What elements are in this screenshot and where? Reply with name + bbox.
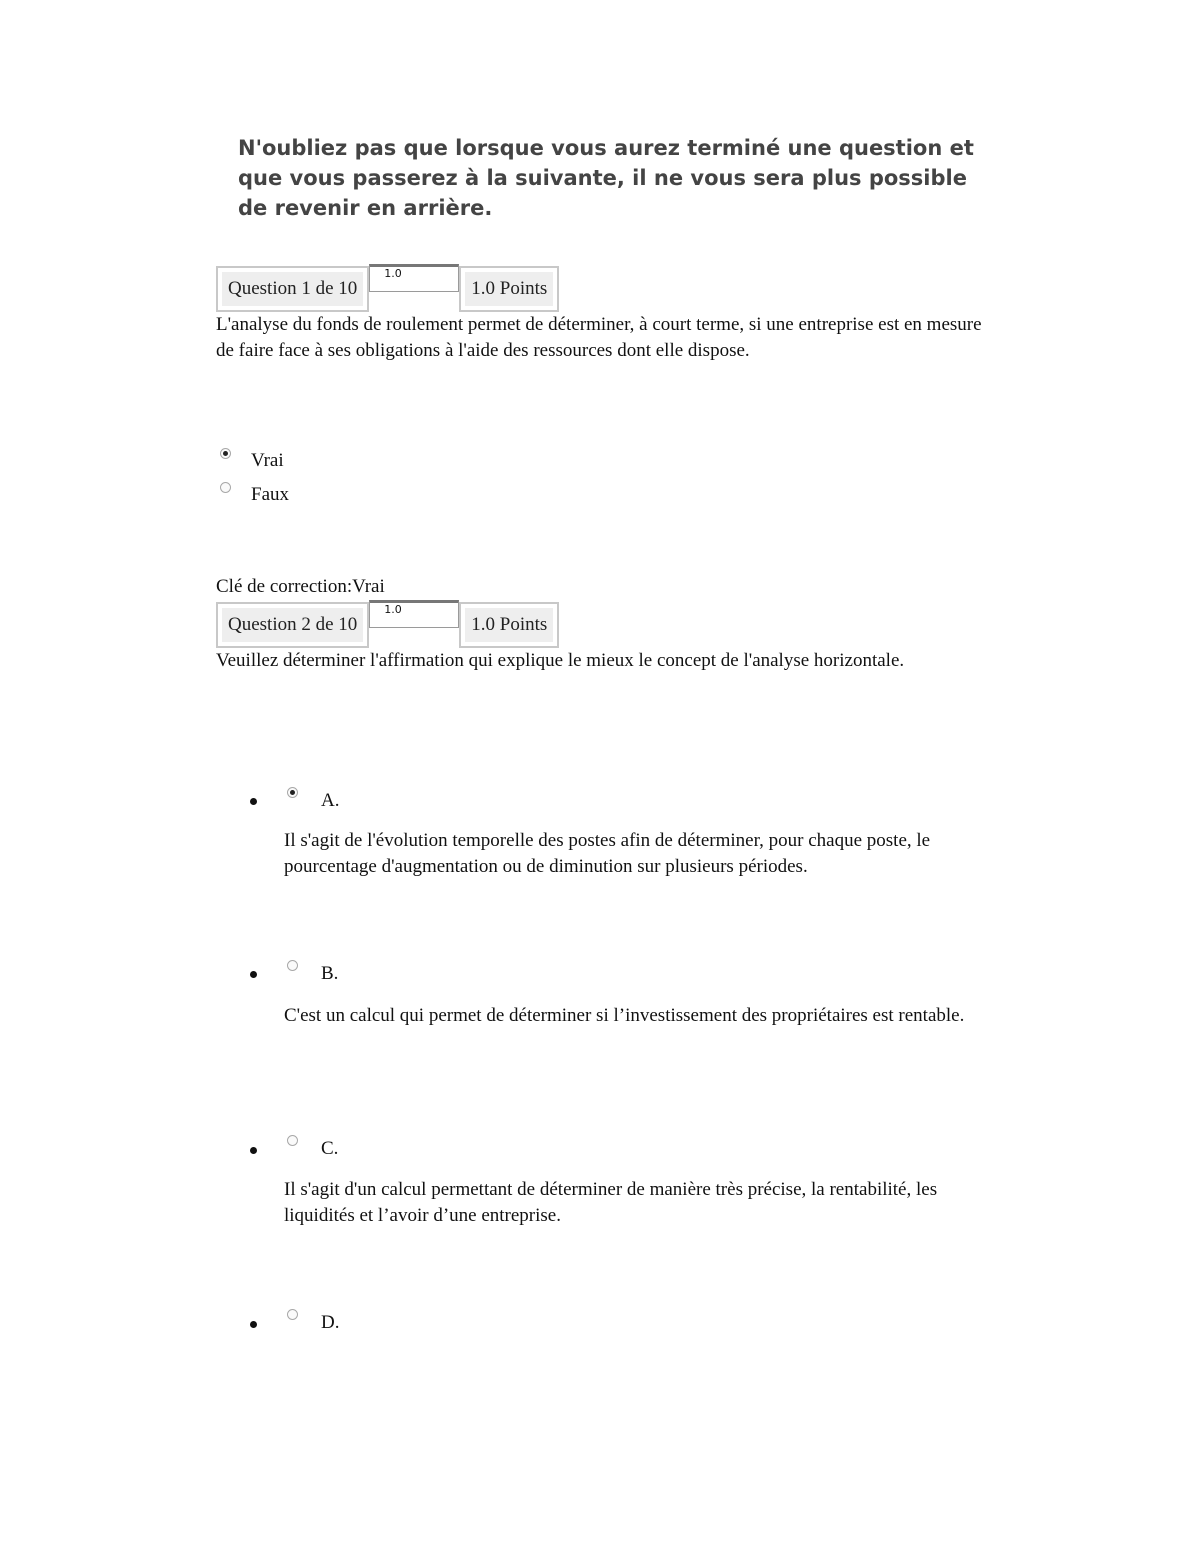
option-vrai[interactable] bbox=[220, 448, 284, 472]
question-1-text: L'analyse du fonds de roulement permet de déterminer, à court terme, si une entreprise est en mesure de faire face à ses obligations à l'aide des ressources dont elle dispose. bbox=[216, 314, 982, 361]
notice-text: N'oubliez pas que lorsque vous aurez terminé une question et que vous passerez à la suivante, il ne vous sera plus possible de revenir en arrière. bbox=[238, 136, 974, 220]
radio-icon[interactable] bbox=[287, 1309, 298, 1320]
option-label: Vrai bbox=[251, 450, 284, 471]
question-2-text: Veuillez déterminer l'affirmation qui explique le mieux le concept de l'analyse horizontale. bbox=[216, 650, 905, 671]
question-number-box bbox=[216, 266, 369, 312]
option-text: Il s'agit d'un calcul permettant de déterminer de manière très précise, la rentabilité, les liquidités et l’avoir d’une entreprise. bbox=[284, 1179, 938, 1226]
radio-selected-icon[interactable] bbox=[220, 448, 231, 459]
option-faux[interactable] bbox=[220, 482, 289, 506]
question-1-header bbox=[216, 266, 559, 312]
answer-key: Clé de correction:Vrai bbox=[216, 576, 385, 597]
list-bullet bbox=[250, 798, 257, 805]
question-number-box bbox=[216, 602, 369, 648]
points-box bbox=[459, 266, 559, 312]
list-bullet bbox=[250, 1321, 257, 1328]
radio-icon[interactable] bbox=[287, 960, 298, 971]
option-letter: D. bbox=[321, 1312, 340, 1333]
radio-selected-icon[interactable] bbox=[287, 787, 298, 798]
radio-icon[interactable] bbox=[287, 1135, 298, 1146]
option-text: Il s'agit de l'évolution temporelle des postes afin de déterminer, pour chaque poste, le pourcentage d'augmentation ou de diminution sur plusieurs périodes. bbox=[284, 830, 931, 877]
question-number-label: Question 1 de 10 bbox=[222, 272, 363, 306]
option-label: Faux bbox=[251, 484, 289, 505]
points-box bbox=[459, 602, 559, 648]
question-2-header bbox=[216, 602, 559, 648]
option-text: C'est un calcul qui permet de déterminer si l’investissement des propriétaires est rentable. bbox=[284, 1005, 965, 1026]
option-letter: B. bbox=[321, 963, 339, 984]
option-letter: C. bbox=[321, 1138, 339, 1159]
radio-icon[interactable] bbox=[220, 482, 231, 493]
score-field[interactable]: 1.0 bbox=[369, 264, 459, 292]
option-letter: A. bbox=[321, 790, 340, 811]
list-bullet bbox=[250, 1147, 257, 1154]
score-field[interactable]: 1.0 bbox=[369, 600, 459, 628]
list-bullet bbox=[250, 971, 257, 978]
points-label: 1.0 Points bbox=[465, 608, 553, 642]
points-label: 1.0 Points bbox=[465, 272, 553, 306]
question-number-label: Question 2 de 10 bbox=[222, 608, 363, 642]
